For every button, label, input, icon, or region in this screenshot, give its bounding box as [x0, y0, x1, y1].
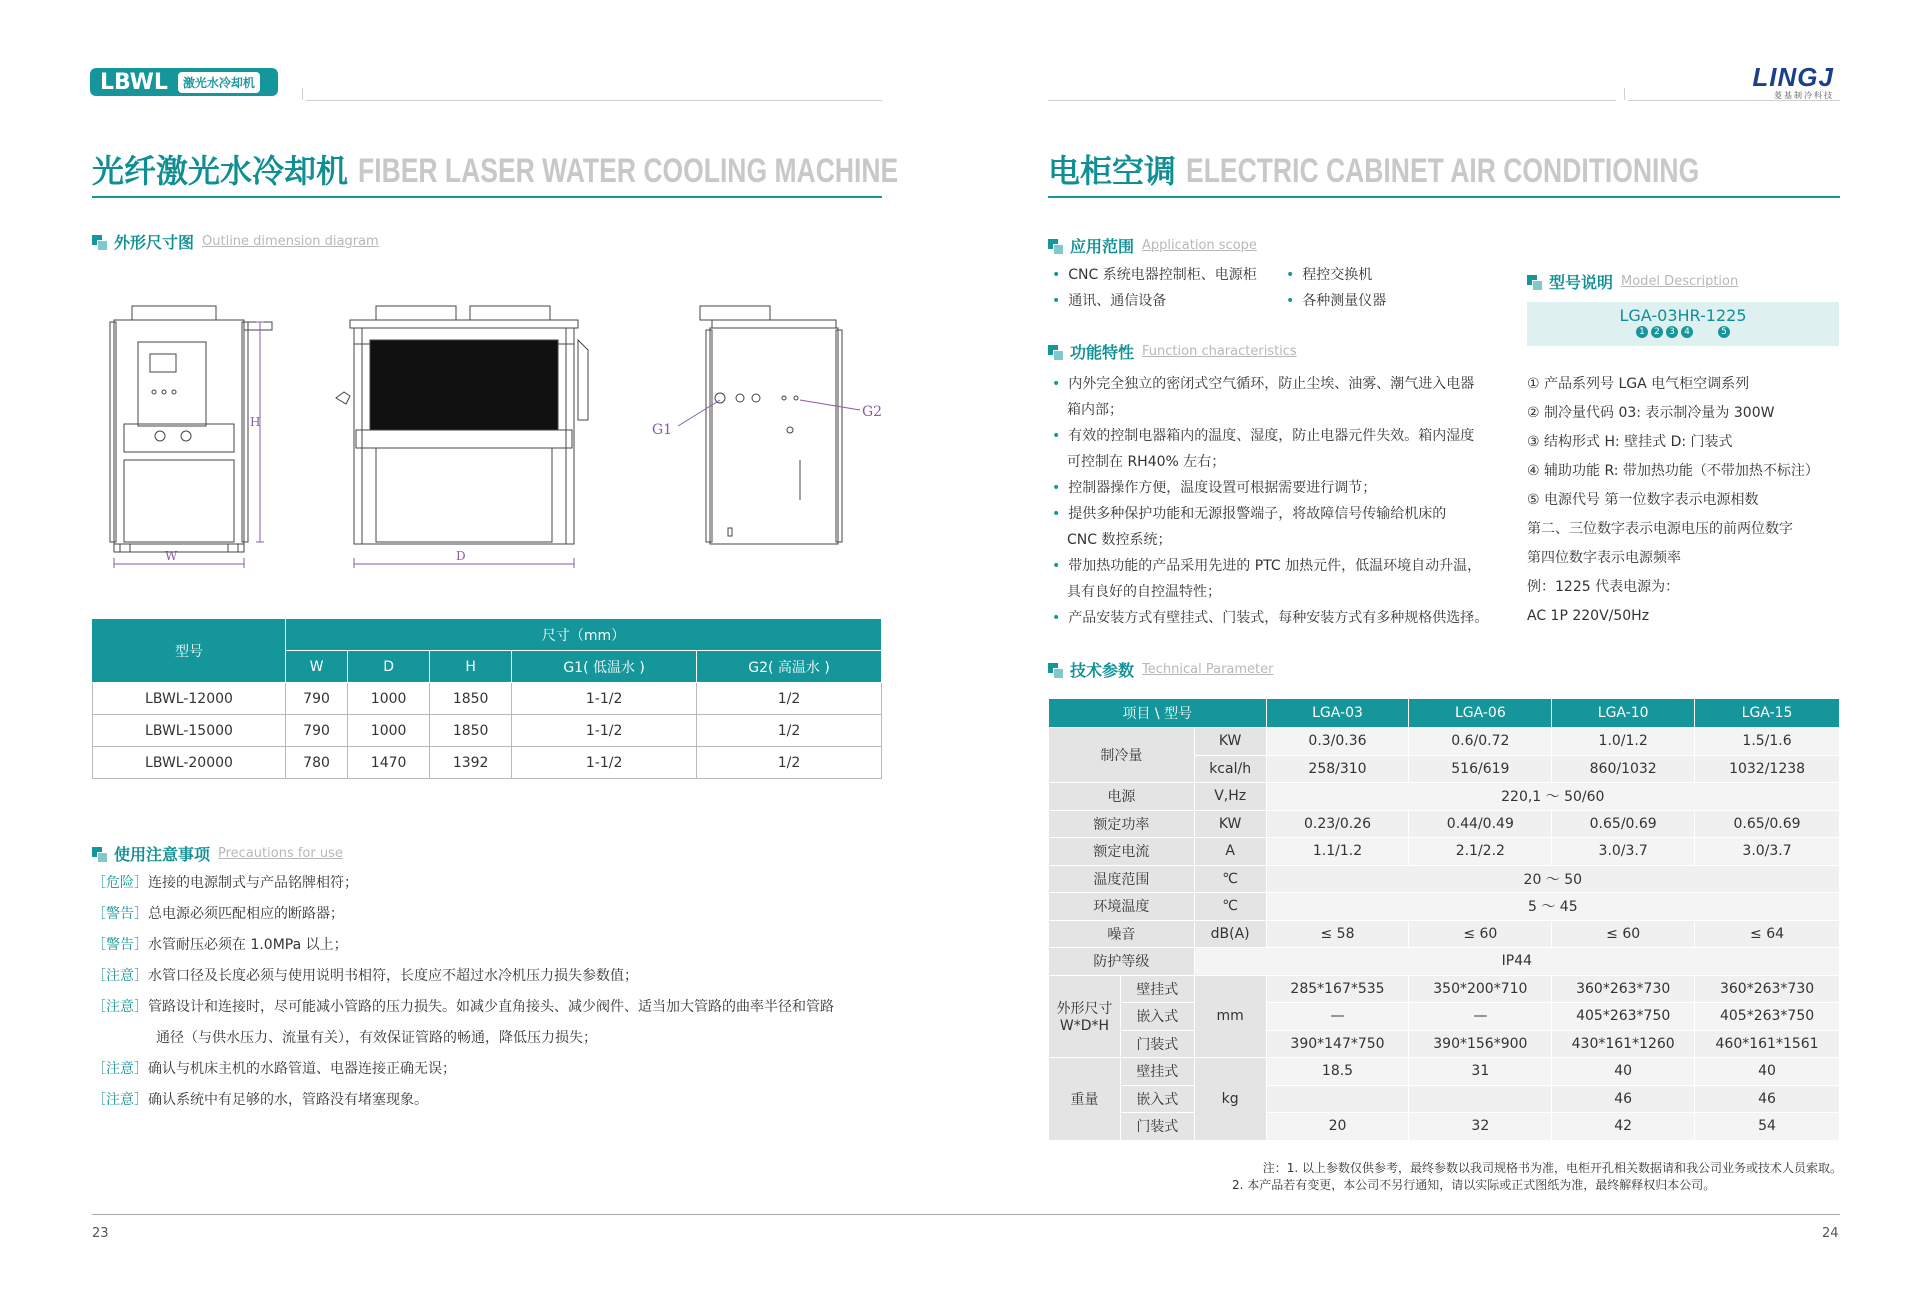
- scope-col-1: [1052, 262, 1292, 314]
- table-cell: 360*263*730: [1552, 975, 1695, 1003]
- table-row: [1049, 783, 1840, 811]
- precaution-tag: ［警告］: [92, 937, 148, 953]
- precaution-text: 确认与机床主机的水路管道、电器连接正确无误；: [148, 1061, 456, 1077]
- table-cell: 1-1/2: [512, 683, 697, 715]
- tech-heading-cn: 技术参数: [1070, 661, 1135, 680]
- table-cell: 790: [286, 683, 348, 715]
- precaution-tag: ［注意］: [92, 1092, 148, 1108]
- brand-sub: 激光水冷却机: [178, 72, 260, 93]
- row-label-dims: [1049, 975, 1121, 1058]
- dims-label-2: W*D*H: [1059, 1018, 1110, 1035]
- scope-text: 通讯、通信设备: [1068, 293, 1167, 309]
- model-code-box: [1527, 302, 1839, 346]
- table-cell: 3.0/3.7: [1695, 838, 1840, 866]
- precaution-tag: ［危险］: [92, 875, 148, 891]
- feature-text: 箱内部；: [1067, 402, 1123, 418]
- th-model: LGA-06: [1409, 699, 1552, 728]
- outline-heading-cn: 外形尺寸图: [114, 233, 195, 252]
- th-col: H: [430, 651, 512, 683]
- header-rule-right: [1048, 100, 1616, 101]
- precaution-item: [92, 992, 892, 1023]
- sub-label: 嵌入式: [1120, 1085, 1194, 1113]
- table-cell: 2.1/2.2: [1409, 838, 1552, 866]
- table-cell: ≤ 60: [1409, 920, 1552, 948]
- dimension-table: [92, 618, 882, 779]
- table-cell: 46: [1552, 1085, 1695, 1113]
- feature-line: • 带加热功能的产品采用先进的 PTC 加热元件，低温环境自动升温，: [1052, 558, 1482, 574]
- model-desc-line: ① 产品系列号 LGA 电气柜空调系列: [1527, 376, 1750, 392]
- row-label: 防护等级: [1049, 948, 1195, 976]
- feature-text: 有效的控制电器箱内的温度、湿度，防止电器元件失效。箱内湿度: [1068, 428, 1475, 444]
- label-h: H: [250, 415, 261, 429]
- precaution-item: [92, 868, 892, 899]
- feature-text: 带加热功能的产品采用先进的 PTC 加热元件，低温环境自动升温，: [1068, 558, 1482, 574]
- table-cell: 42: [1552, 1113, 1695, 1141]
- left-title-underline: [92, 196, 882, 198]
- list-item: • 各种测量仪器: [1286, 293, 1387, 309]
- features-heading-en: Function characteristics: [1142, 344, 1297, 359]
- table-cell: 46: [1695, 1085, 1840, 1113]
- right-title-en: ELECTRIC CABINET AIR CONDITIONING: [1186, 152, 1700, 190]
- precautions-list: [92, 868, 892, 1116]
- unit-cell: kcal/h: [1194, 755, 1266, 783]
- section-square-icon: [92, 847, 106, 861]
- table-row: [93, 715, 882, 747]
- table-cell: 860/1032: [1552, 755, 1695, 783]
- label-g1: G1: [652, 422, 673, 438]
- table-row: [1049, 810, 1840, 838]
- precaution-item: [92, 961, 892, 992]
- unit-cell: KW: [1194, 810, 1266, 838]
- marker-3: 3: [1666, 326, 1678, 338]
- table-cell: 0.3/0.36: [1266, 728, 1409, 756]
- footnote-2: 2. 本产品若有变更，本公司不另行通知，请以实际或正式图纸为准，最终解释权归本公司。: [1232, 1178, 1716, 1192]
- table-cell: ≤ 60: [1552, 920, 1695, 948]
- right-title-cn: 电柜空调: [1048, 152, 1177, 190]
- table-row: [1049, 838, 1840, 866]
- table-cell: 1.5/1.6: [1695, 728, 1840, 756]
- table-row: [93, 683, 882, 715]
- table-cell: 460*161*1561: [1695, 1030, 1840, 1058]
- table-row: [1049, 920, 1840, 948]
- unit-cell: V,Hz: [1194, 783, 1266, 811]
- left-page-title: [92, 146, 1051, 192]
- table-cell: 405*263*750: [1552, 1003, 1695, 1031]
- footer-rule: [92, 1214, 1840, 1215]
- th-model: 型号: [93, 619, 286, 683]
- feature-text: 可控制在 RH40% 左右；: [1067, 454, 1226, 470]
- outline-drawings: [100, 300, 900, 570]
- table-cell: 20: [1266, 1113, 1409, 1141]
- model-desc-line: 例：1225 代表电源为：: [1527, 579, 1680, 595]
- list-item: • 程控交换机: [1286, 267, 1373, 283]
- marker-4: 4: [1681, 326, 1693, 338]
- table-cell: 3.0/3.7: [1552, 838, 1695, 866]
- table-cell: 1392: [430, 747, 512, 779]
- list-item: • CNC 系统电器控制柜、电源柜: [1052, 267, 1257, 283]
- brand-code: LBWL: [100, 69, 168, 95]
- feature-line: [1052, 397, 1512, 423]
- page-number-right: 24: [1822, 1226, 1839, 1241]
- table-cell: 1.1/1.2: [1266, 838, 1409, 866]
- features-heading-cn: 功能特性: [1070, 343, 1135, 362]
- row-label: 电源: [1049, 783, 1195, 811]
- table-cell: 258/310: [1266, 755, 1409, 783]
- row-label: 额定电流: [1049, 838, 1195, 866]
- model-description: [1527, 370, 1857, 631]
- marker-5: 5: [1718, 326, 1730, 338]
- table-row: [1049, 893, 1840, 921]
- features-list: [1052, 371, 1512, 631]
- table-row: [1049, 728, 1840, 756]
- feature-line: • 提供多种保护功能和无源报警端子，将故障信号传输给机床的: [1052, 506, 1447, 522]
- th-model: LGA-15: [1695, 699, 1840, 728]
- unit-cell: A: [1194, 838, 1266, 866]
- tech-parameter-table: [1048, 698, 1840, 1141]
- table-cell: 1/2: [697, 715, 882, 747]
- footnotes: [1222, 1160, 1842, 1194]
- section-square-icon: [92, 235, 106, 249]
- model-desc-line: ② 制冷量代码 03: 表示制冷量为 300W: [1527, 405, 1775, 421]
- model-desc-line: ③ 结构形式 H: 壁挂式 D: 门装式: [1527, 434, 1733, 450]
- table-cell: [1266, 1085, 1409, 1113]
- model-desc-line: AC 1P 220V/50Hz: [1527, 608, 1650, 624]
- feature-text: 控制器操作方便，温度设置可根据需要进行调节；: [1068, 480, 1377, 496]
- table-cell: 1850: [430, 715, 512, 747]
- table-cell: 1000: [348, 715, 430, 747]
- precaution-tag: ［注意］: [92, 1061, 148, 1077]
- table-cell: 780: [286, 747, 348, 779]
- table-cell: 1-1/2: [512, 715, 697, 747]
- precaution-tag: ［注意］: [92, 968, 148, 984]
- model-heading-en: Model Description: [1621, 274, 1739, 289]
- model-desc-line: 第四位数字表示电源频率: [1527, 550, 1681, 566]
- table-cell: 0.23/0.26: [1266, 810, 1409, 838]
- label-g2: G2: [862, 404, 883, 420]
- precaution-item: [92, 1054, 892, 1085]
- scope-heading-cn: 应用范围: [1070, 237, 1135, 256]
- table-cell: LBWL-15000: [93, 715, 286, 747]
- table-cell: 0.65/0.69: [1695, 810, 1840, 838]
- th-col: G1( 低温水 ): [512, 651, 697, 683]
- table-cell: —: [1266, 1003, 1409, 1031]
- table-cell: 790: [286, 715, 348, 747]
- table-cell: 1.0/1.2: [1552, 728, 1695, 756]
- header-tick-right: [1624, 88, 1625, 100]
- footnote-1: 注：1. 以上参数仅供参考，最终参数以我司规格书为准，电柜开孔相关数据请和我公司业务或技术人员索取。: [1262, 1161, 1842, 1175]
- scope-heading-en: Application scope: [1142, 238, 1257, 253]
- table-cell: 1/2: [697, 683, 882, 715]
- table-cell: 1000: [348, 683, 430, 715]
- th-model: LGA-03: [1266, 699, 1409, 728]
- table-row: [1049, 1058, 1840, 1086]
- table-cell: 220,1 ～ 50/60: [1266, 783, 1839, 811]
- table-cell: ≤ 64: [1695, 920, 1840, 948]
- sub-label: 壁挂式: [1120, 1058, 1194, 1086]
- table-cell: 1850: [430, 683, 512, 715]
- unit-cell: kg: [1194, 1058, 1266, 1141]
- table-cell: 40: [1695, 1058, 1840, 1086]
- model-markers: [1527, 326, 1839, 338]
- scope-text: 程控交换机: [1302, 267, 1373, 283]
- table-cell: IP44: [1194, 948, 1839, 976]
- table-cell: [1409, 1085, 1552, 1113]
- table-row: [93, 747, 882, 779]
- marker-2: 2: [1651, 326, 1663, 338]
- brand-badge: [90, 68, 278, 96]
- precaution-text: 连接的电源制式与产品铭牌相符；: [148, 875, 358, 891]
- section-square-icon: [1048, 239, 1062, 253]
- th-model: LGA-10: [1552, 699, 1695, 728]
- table-cell: 1470: [348, 747, 430, 779]
- feature-line: • 产品安装方式有壁挂式、门装式，每种安装方式有多种规格供选择。: [1052, 610, 1489, 626]
- scope-col-2: [1286, 262, 1486, 314]
- dims-label-1: 外形尺寸: [1056, 1001, 1113, 1018]
- header-tick-left: [302, 88, 303, 100]
- sub-label: 门装式: [1120, 1030, 1194, 1058]
- left-title-cn: 光纤激光水冷却机: [92, 152, 349, 190]
- precaution-text: 管路设计和连接时，尽可能减小管路的压力损失。如减少直角接头、减少阀件、适当加大管路的曲率半径和管路: [148, 999, 834, 1015]
- outline-section-heading: [92, 230, 379, 253]
- row-label: 重量: [1049, 1058, 1121, 1141]
- precaution-text: 总电源必须匹配相应的断路器；: [148, 906, 344, 922]
- th-item-model: 项目 \ 型号: [1049, 699, 1267, 728]
- unit-cell: ℃: [1194, 893, 1266, 921]
- label-d: D: [456, 549, 466, 563]
- table-cell: 390*156*900: [1409, 1030, 1552, 1058]
- model-code: LGA-03HR-1225: [1619, 306, 1747, 325]
- table-cell: 430*161*1260: [1552, 1030, 1695, 1058]
- table-cell: 20 ～ 50: [1266, 865, 1839, 893]
- table-cell: 350*200*710: [1409, 975, 1552, 1003]
- unit-cell: mm: [1194, 975, 1266, 1058]
- th-col: D: [348, 651, 430, 683]
- precaution-tag: ［注意］: [92, 999, 148, 1015]
- table-cell: 1-1/2: [512, 747, 697, 779]
- model-desc-line: 第二、三位数字表示电源电压的前两位数字: [1527, 521, 1793, 537]
- table-cell: —: [1409, 1003, 1552, 1031]
- feature-text: 内外完全独立的密闭式空气循环，防止尘埃、油雾、潮气进入电器: [1068, 376, 1475, 392]
- side-view-drawing: [336, 306, 588, 544]
- table-cell: 31: [1409, 1058, 1552, 1086]
- row-label: 温度范围: [1049, 865, 1195, 893]
- table-cell: 0.44/0.49: [1409, 810, 1552, 838]
- page-number-left: 23: [92, 1226, 109, 1241]
- logo-name: LINGJ: [1752, 62, 1834, 92]
- table-row: [1049, 1085, 1840, 1113]
- table-cell: LBWL-20000: [93, 747, 286, 779]
- th-size: 尺寸（mm）: [286, 619, 882, 651]
- table-row: [1049, 948, 1840, 976]
- table-cell: 285*167*535: [1266, 975, 1409, 1003]
- model-section-heading: [1527, 270, 1738, 293]
- features-section-heading: [1048, 340, 1297, 363]
- section-square-icon: [1048, 663, 1062, 677]
- table-row: [1049, 1113, 1840, 1141]
- precautions-section-heading: [92, 842, 343, 865]
- feature-line: [1052, 579, 1512, 605]
- precaution-item: [92, 930, 892, 961]
- precaution-text: 确认系统中有足够的水，管路没有堵塞现象。: [148, 1092, 428, 1108]
- row-label: 制冷量: [1049, 728, 1195, 783]
- right-page-title: [1048, 146, 1844, 192]
- row-label: 噪音: [1049, 920, 1195, 948]
- table-row: [1049, 1003, 1840, 1031]
- feature-text: 提供多种保护功能和无源报警端子，将故障信号传输给机床的: [1068, 506, 1447, 522]
- precaution-item: [92, 1023, 892, 1054]
- list-item: • 通讯、通信设备: [1052, 293, 1167, 309]
- th-col: G2( 高温水 ): [697, 651, 882, 683]
- tech-heading-en: Technical Parameter: [1142, 662, 1274, 677]
- table-cell: 40: [1552, 1058, 1695, 1086]
- unit-cell: dB(A): [1194, 920, 1266, 948]
- table-cell: 18.5: [1266, 1058, 1409, 1086]
- sub-label: 嵌入式: [1120, 1003, 1194, 1031]
- section-square-icon: [1048, 345, 1062, 359]
- table-cell: ≤ 58: [1266, 920, 1409, 948]
- table-cell: 390*147*750: [1266, 1030, 1409, 1058]
- table-cell: LBWL-12000: [93, 683, 286, 715]
- feature-line: [1052, 449, 1512, 475]
- right-title-underline: [1048, 196, 1840, 198]
- table-cell: 1032/1238: [1695, 755, 1840, 783]
- front-view-drawing: [110, 306, 272, 552]
- table-row: [1049, 1030, 1840, 1058]
- header-rule-left: [306, 100, 882, 101]
- table-cell: 360*263*730: [1695, 975, 1840, 1003]
- label-w: W: [165, 549, 178, 563]
- table-cell: 1/2: [697, 747, 882, 779]
- section-square-icon: [1527, 275, 1541, 289]
- row-label: 环境温度: [1049, 893, 1195, 921]
- outline-heading-en: Outline dimension diagram: [202, 234, 379, 249]
- table-cell: 0.6/0.72: [1409, 728, 1552, 756]
- model-heading-cn: 型号说明: [1549, 273, 1614, 292]
- feature-text: 具有良好的自控温特性；: [1067, 584, 1221, 600]
- feature-text: CNC 数控系统；: [1067, 532, 1172, 548]
- precautions-heading-en: Precautions for use: [218, 846, 343, 861]
- scope-text: 各种测量仪器: [1302, 293, 1387, 309]
- precaution-text: 水管耐压必须在 1.0MPa 以上；: [148, 937, 348, 953]
- table-cell: 516/619: [1409, 755, 1552, 783]
- precaution-item: [92, 899, 892, 930]
- table-cell: 5 ～ 45: [1266, 893, 1839, 921]
- table-cell: 405*263*750: [1695, 1003, 1840, 1031]
- precaution-text: 通径（与供水压力、流量有关），有效保证管路的畅通，降低压力损失；: [156, 1030, 597, 1046]
- sub-label: 门装式: [1120, 1113, 1194, 1141]
- table-cell: 0.65/0.69: [1552, 810, 1695, 838]
- sub-label: 壁挂式: [1120, 975, 1194, 1003]
- model-desc-line: ④ 辅助功能 R: 带加热功能（不带加热不标注）: [1527, 463, 1819, 479]
- scope-section-heading: [1048, 234, 1257, 257]
- table-row: [1049, 865, 1840, 893]
- unit-cell: ℃: [1194, 865, 1266, 893]
- rear-view-drawing: [700, 306, 842, 544]
- precaution-text: 水管口径及长度必须与使用说明书相符，长度应不超过水冷机压力损失参数值；: [148, 968, 638, 984]
- precaution-tag: ［警告］: [92, 906, 148, 922]
- table-row: [1049, 975, 1840, 1003]
- tech-section-heading: [1048, 658, 1273, 681]
- precautions-heading-cn: 使用注意事项: [114, 845, 211, 864]
- feature-line: [1052, 527, 1512, 553]
- logo-sub: 菱基制冷科技: [1774, 91, 1834, 100]
- marker-1: 1: [1636, 326, 1648, 338]
- table-cell: 54: [1695, 1113, 1840, 1141]
- precaution-item: [92, 1085, 892, 1116]
- unit-cell: KW: [1194, 728, 1266, 756]
- scope-text: CNC 系统电器控制柜、电源柜: [1068, 267, 1257, 283]
- feature-text: 产品安装方式有壁挂式、门装式，每种安装方式有多种规格供选择。: [1068, 610, 1489, 626]
- company-logo: [1750, 64, 1834, 102]
- feature-line: • 内外完全独立的密闭式空气循环，防止尘埃、油雾、潮气进入电器: [1052, 376, 1475, 392]
- left-title-en: FIBER LASER WATER COOLING MACHINE: [358, 152, 899, 190]
- table-cell: 32: [1409, 1113, 1552, 1141]
- th-col: W: [286, 651, 348, 683]
- row-label: 额定功率: [1049, 810, 1195, 838]
- feature-line: • 有效的控制电器箱内的温度、湿度，防止电器元件失效。箱内湿度: [1052, 428, 1475, 444]
- model-desc-line: ⑤ 电源代号 第一位数字表示电源相数: [1527, 492, 1759, 508]
- feature-line: • 控制器操作方便，温度设置可根据需要进行调节；: [1052, 480, 1377, 496]
